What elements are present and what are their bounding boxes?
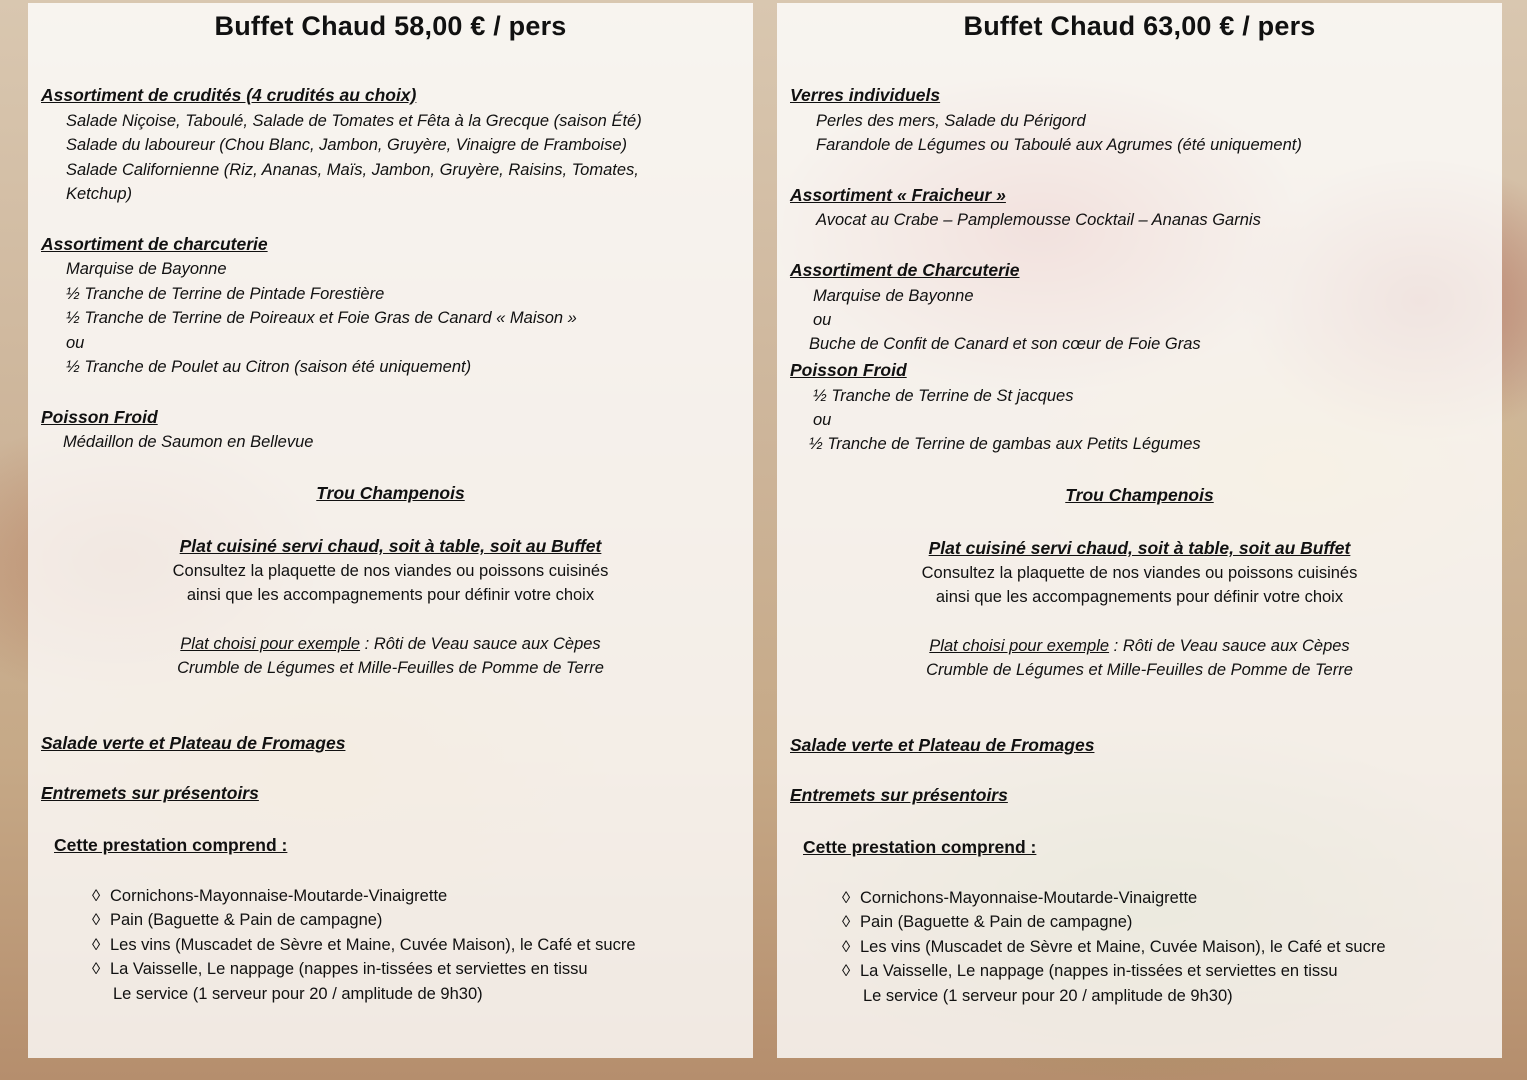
section-heading-entremets: Entremets sur présentoirs xyxy=(41,783,259,803)
section-heading-fraicheur: Assortiment « Fraicheur » xyxy=(790,185,1006,205)
section-heading-salade: Salade verte et Plateau de Fromages xyxy=(41,733,346,753)
section-heading-salade: Salade verte et Plateau de Fromages xyxy=(790,735,1095,755)
plat-example-label: Plat choisi pour exemple xyxy=(929,637,1110,655)
menu-line: Farandole de Légumes ou Taboulé aux Agrumes (été uniquement) xyxy=(816,136,1302,154)
list-item-text: Cornichons-Mayonnaise-Moutarde-Vinaigrette xyxy=(110,887,448,905)
list-item-text: Les vins (Muscadet de Sèvre et Maine, Cuvée Maison), le Café et sucre xyxy=(860,938,1386,956)
list-item-text: Le service (1 serveur pour 20 / amplitude de 9h30) xyxy=(863,987,1233,1005)
menu-line: Marquise de Bayonne xyxy=(66,260,227,278)
plat-example: Crumble de Légumes et Mille-Feuilles de Pomme de Terre xyxy=(177,659,604,677)
section-heading-trou: Trou Champenois xyxy=(1065,485,1214,505)
diamond-bullet-icon: ◊ xyxy=(842,913,851,931)
plat-example xyxy=(28,633,753,655)
menu-line: Médaillon de Saumon en Bellevue xyxy=(63,433,314,451)
list-item xyxy=(92,958,588,980)
prestation-heading: Cette prestation comprend : xyxy=(803,837,1037,857)
menu-line: ½ Tranche de Terrine de gambas aux Petits Légumes xyxy=(809,435,1201,453)
diamond-bullet-icon: ◊ xyxy=(92,911,101,929)
plat-example xyxy=(777,635,1502,657)
section-heading-entremets: Entremets sur présentoirs xyxy=(790,785,1008,805)
menu-line: ½ Tranche de Terrine de Poireaux et Foie Gras de Canard « Maison » xyxy=(66,309,577,327)
menu-title: Buffet Chaud 63,00 € / pers xyxy=(963,11,1316,41)
menu-panel-right xyxy=(777,3,1502,1058)
menu-line: Ketchup) xyxy=(66,185,133,203)
plat-example-text: : Rôti de Veau sauce aux Cèpes xyxy=(360,635,601,653)
list-item-text: Les vins (Muscadet de Sèvre et Maine, Cuvée Maison), le Café et sucre xyxy=(110,936,636,954)
menu-line: Perles des mers, Salade du Périgord xyxy=(816,112,1086,130)
list-item xyxy=(842,960,1338,982)
menu-title: Buffet Chaud 58,00 € / pers xyxy=(214,11,567,41)
menu-panel-left xyxy=(28,3,753,1058)
plat-description: ainsi que les accompagnements pour définir votre choix xyxy=(186,586,595,604)
diamond-bullet-icon: ◊ xyxy=(92,936,101,954)
section-heading-plat: Plat cuisiné servi chaud, soit à table, soit au Buffet xyxy=(928,538,1351,558)
diamond-bullet-icon: ◊ xyxy=(842,889,851,907)
diamond-bullet-icon: ◊ xyxy=(92,960,101,978)
plat-example-label: Plat choisi pour exemple xyxy=(180,635,361,653)
menu-line: ½ Tranche de Terrine de St jacques xyxy=(813,387,1074,405)
plat-example: Crumble de Légumes et Mille-Feuilles de Pomme de Terre xyxy=(926,661,1353,679)
menu-line: Avocat au Crabe – Pamplemousse Cocktail – Ananas Garnis xyxy=(816,211,1261,229)
prestation-heading: Cette prestation comprend : xyxy=(54,835,288,855)
list-item xyxy=(842,887,1197,909)
list-item-text: Pain (Baguette & Pain de campagne) xyxy=(860,913,1133,931)
list-item xyxy=(92,885,447,907)
section-heading-plat: Plat cuisiné servi chaud, soit à table, soit au Buffet xyxy=(179,536,602,556)
plat-description: Consultez la plaquette de nos viandes ou poissons cuisinés xyxy=(921,564,1358,582)
section-heading-charcuterie: Assortiment de charcuterie xyxy=(41,234,268,254)
menu-line: Salade Niçoise, Taboulé, Salade de Tomates et Fêta à la Grecque (saison Été) xyxy=(66,112,642,130)
menu-line: ou xyxy=(813,311,832,329)
plat-description: ainsi que les accompagnements pour définir votre choix xyxy=(935,588,1344,606)
plat-example-text: : Rôti de Veau sauce aux Cèpes xyxy=(1109,637,1350,655)
menu-line: ou xyxy=(66,334,85,352)
list-item xyxy=(842,911,1132,933)
section-heading-trou: Trou Champenois xyxy=(316,483,465,503)
menu-line: Salade du laboureur (Chou Blanc, Jambon, Gruyère, Vinaigre de Framboise) xyxy=(66,136,627,154)
list-item-text: La Vaisselle, Le nappage (nappes in-tissées et serviettes en tissu xyxy=(110,960,588,978)
section-heading-poisson: Poisson Froid xyxy=(41,407,158,427)
menu-line: ½ Tranche de Poulet au Citron (saison été uniquement) xyxy=(66,358,472,376)
menu-line: ½ Tranche de Terrine de Pintade Forestière xyxy=(66,285,385,303)
list-item-text: La Vaisselle, Le nappage (nappes in-tissées et serviettes en tissu xyxy=(860,962,1338,980)
list-item-text: Cornichons-Mayonnaise-Moutarde-Vinaigrette xyxy=(860,889,1198,907)
plat-description: Consultez la plaquette de nos viandes ou poissons cuisinés xyxy=(172,562,609,580)
menu-line: ou xyxy=(813,411,832,429)
diamond-bullet-icon: ◊ xyxy=(92,887,101,905)
diamond-bullet-icon: ◊ xyxy=(842,962,851,980)
list-item xyxy=(92,934,636,956)
list-item-text: Pain (Baguette & Pain de campagne) xyxy=(110,911,383,929)
menu-line: Salade Californienne (Riz, Ananas, Maïs, Jambon, Gruyère, Raisins, Tomates, xyxy=(66,161,639,179)
section-heading-poisson: Poisson Froid xyxy=(790,360,907,380)
menu-line: Marquise de Bayonne xyxy=(813,287,974,305)
list-item xyxy=(92,909,382,931)
section-heading-charcuterie: Assortiment de Charcuterie xyxy=(790,260,1020,280)
section-heading-verres: Verres individuels xyxy=(790,85,941,105)
section-heading-crudites: Assortiment de crudités (4 crudités au choix) xyxy=(41,85,417,105)
list-item xyxy=(842,936,1386,958)
list-item-text: Le service (1 serveur pour 20 / amplitude de 9h30) xyxy=(113,985,483,1003)
menu-line: Buche de Confit de Canard et son cœur de Foie Gras xyxy=(809,335,1201,353)
diamond-bullet-icon: ◊ xyxy=(842,938,851,956)
